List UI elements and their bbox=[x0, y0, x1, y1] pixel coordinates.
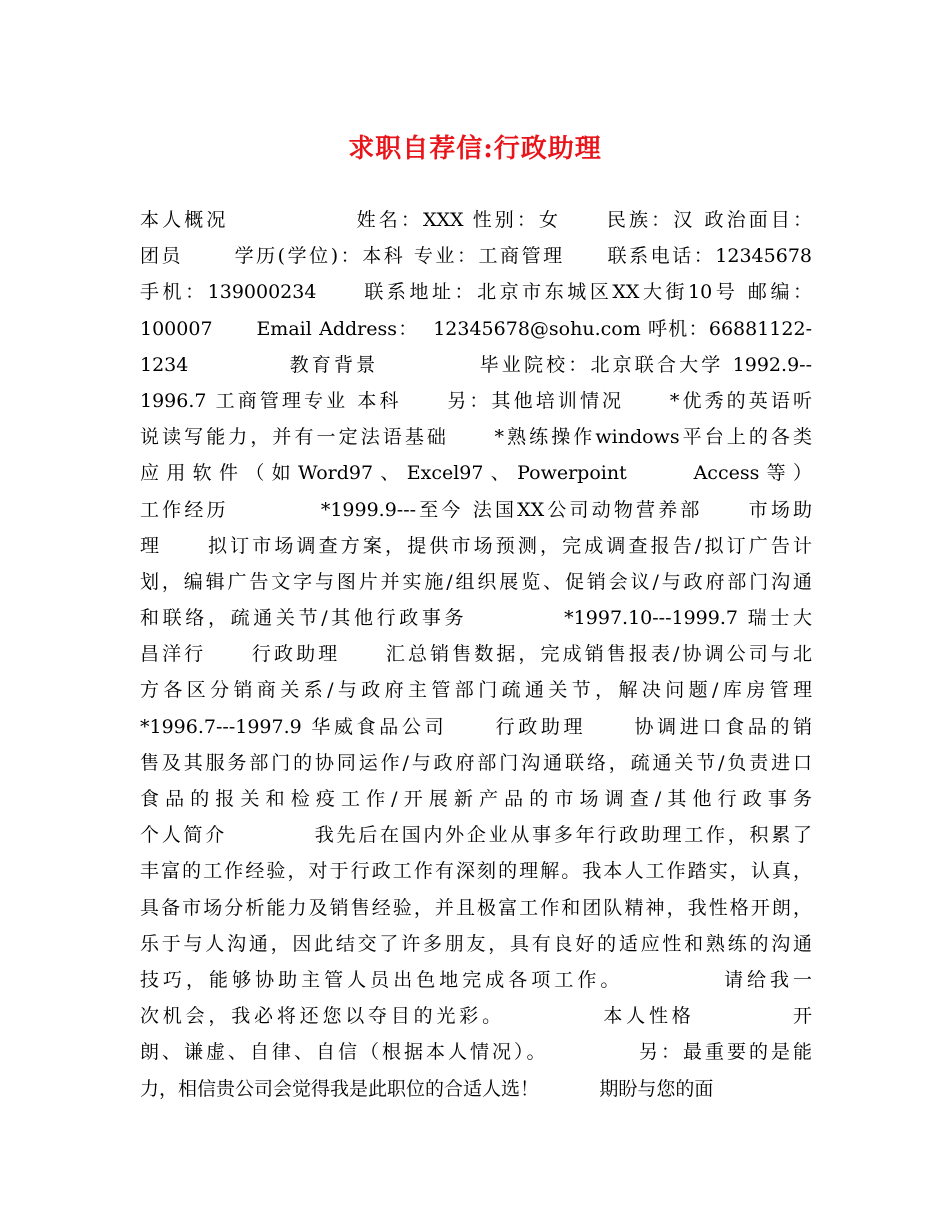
body-line: 和联络，疏通关节/其他行政事务 *1997.10---1999.7 瑞士大 bbox=[140, 607, 812, 630]
body-line: 乐于与人沟通，因此结交了许多朋友，具有良好的适应性和熟练的沟通 bbox=[140, 932, 812, 955]
body-line: 售及其服务部门的协同运作/与政府部门沟通联络，疏通关节/负责进口 bbox=[140, 751, 812, 774]
body-line: 朗、谦虚、自律、自信（根据本人情况）。 另：最重要的是能 bbox=[140, 1041, 812, 1064]
body-line: 1234 教育背景 毕业院校：北京联合大学 1992.9-- bbox=[140, 353, 812, 376]
body-line: 团员 学历(学位)：本科 专业：工商管理 联系电话：12345678 bbox=[140, 245, 812, 268]
body-line: 次机会，我必将还您以夺目的光彩。 本人性格 开 bbox=[140, 1005, 812, 1028]
document-title: 求职自荐信:行政助理 bbox=[348, 134, 602, 164]
body-line: 食品的报关和检疫工作/开展新产品的市场调查/其他行政事务 bbox=[140, 788, 812, 810]
document-body bbox=[140, 202, 812, 1107]
body-line: 说读写能力，并有一定法语基础 *熟练操作windows平台上的各类 bbox=[140, 426, 812, 449]
body-line: 丰富的工作经验，对于行政工作有深刻的理解。我本人工作踏实，认真， bbox=[140, 860, 812, 883]
body-line: 工作经历 *1999.9---至今 法国XX公司动物营养部 市场助 bbox=[140, 498, 812, 521]
body-line: 技巧，能够协助主管人员出色地完成各项工作。 请给我一 bbox=[140, 968, 812, 991]
body-line: 100007 Email Address： 12345678@sohu.com 呼机：66881122- bbox=[140, 317, 812, 340]
body-line: 1996.7 工商管理专业 本科 另：其他培训情况 *优秀的英语听 bbox=[140, 389, 812, 412]
body-line: 力，相信贵公司会觉得我是此职位的合适人选！ 期盼与您的面 bbox=[140, 1077, 714, 1100]
body-line: 方各区分销商关系/与政府主管部门疏通关节，解决问题/库房管理 bbox=[140, 679, 812, 702]
body-line: *1996.7---1997.9 华威食品公司 行政助理 协调进口食品的销 bbox=[140, 715, 812, 738]
body-line: 个人简介 我先后在国内外企业从事多年行政助理工作，积累了 bbox=[140, 824, 812, 847]
body-line: 应用软件（如Word97、Excel97、Powerpoint Access等） bbox=[140, 462, 812, 485]
body-line: 具备市场分析能力及销售经验，并且极富工作和团队精神，我性格开朗， bbox=[140, 896, 812, 919]
body-line: 理 拟订市场调查方案，提供市场预测，完成调查报告/拟订广告计 bbox=[140, 534, 812, 557]
body-line: 划，编辑广告文字与图片并实施/组织展览、促销会议/与政府部门沟通 bbox=[140, 570, 812, 593]
body-line: 手机：139000234 联系地址：北京市东城区XX大街10号 邮编： bbox=[140, 281, 812, 304]
body-line: 昌洋行 行政助理 汇总销售数据，完成销售报表/协调公司与北 bbox=[140, 643, 812, 666]
body-line: 本人概况 姓名：XXX 性别：女 民族：汉 政治面目： bbox=[140, 209, 812, 231]
